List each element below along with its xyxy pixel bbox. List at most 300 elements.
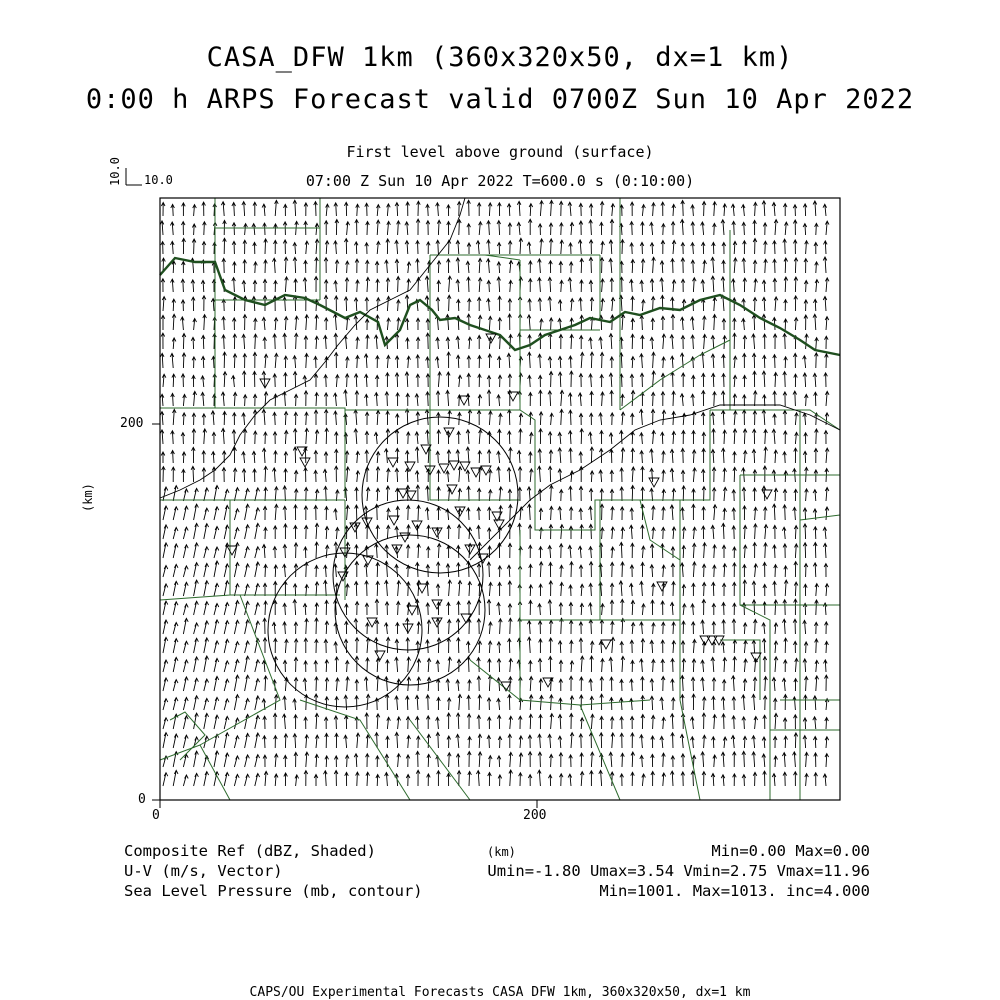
wind-vector: [590, 392, 594, 407]
wind-vector: [560, 618, 564, 634]
wind-vector: [580, 259, 584, 274]
y-axis-label: (km): [81, 483, 95, 512]
wind-vector: [447, 352, 451, 368]
wind-vector: [639, 409, 643, 425]
reference-vector-icon: [126, 168, 142, 185]
wind-vector: [498, 203, 502, 216]
wind-vector: [722, 523, 726, 539]
wind-vector: [283, 297, 287, 311]
wind-vector: [182, 203, 186, 216]
wind-vector: [245, 774, 250, 786]
wind-vector: [661, 241, 665, 255]
wind-vector: [284, 524, 288, 539]
wind-vector: [752, 315, 756, 330]
wind-vector: [467, 601, 471, 615]
wind-vector: [223, 372, 227, 387]
wind-vector: [467, 243, 471, 254]
wind-vector: [487, 390, 491, 406]
wind-vector: [671, 679, 675, 691]
wind-vector: [497, 642, 501, 653]
station-triangle-icon: [657, 582, 667, 591]
wind-vector: [731, 279, 735, 292]
wind-vector: [722, 355, 726, 369]
wind-vector: [559, 603, 563, 615]
wind-vector: [681, 448, 685, 463]
wind-vector: [733, 640, 737, 653]
wind-vector: [182, 353, 186, 368]
wind-vector: [610, 600, 614, 615]
wind-vector: [354, 754, 358, 767]
wind-vector: [692, 450, 696, 463]
wind-vector: [631, 543, 635, 558]
wind-vector: [385, 392, 389, 406]
wind-vector: [570, 471, 574, 482]
wind-vector: [701, 242, 705, 254]
wind-vector: [589, 374, 593, 387]
time-label: 07:00 Z Sun 10 Apr 2022 T=600.0 s (0:10:00): [305, 172, 695, 190]
wind-vector: [305, 412, 309, 425]
wind-vector: [681, 279, 685, 292]
wind-vector: [334, 411, 338, 425]
wind-vector: [661, 316, 665, 330]
wind-vector: [395, 696, 399, 710]
wind-vector: [427, 242, 431, 254]
wind-vector: [416, 412, 420, 425]
wind-vector: [589, 338, 593, 349]
wind-vector: [295, 316, 299, 330]
wind-vector: [387, 717, 391, 729]
wind-vector: [457, 563, 461, 577]
wind-vector: [446, 315, 450, 330]
wind-vector: [508, 695, 512, 710]
wind-vector: [558, 641, 562, 653]
y-tick-0: 0: [138, 792, 146, 807]
wind-vector: [600, 258, 604, 273]
wind-vector: [416, 770, 420, 786]
wind-vector: [652, 203, 656, 216]
wind-vector: [478, 734, 482, 748]
wind-vector: [650, 565, 654, 577]
wind-vector: [224, 773, 229, 787]
wind-vector: [395, 527, 399, 540]
wind-vector: [744, 545, 748, 558]
wind-vector: [589, 679, 593, 691]
wind-vector: [589, 220, 593, 235]
wind-vector: [773, 391, 777, 406]
wind-vector: [274, 281, 278, 292]
wind-vector: [325, 507, 329, 521]
wind-vector: [436, 562, 440, 577]
wind-vector: [447, 259, 451, 273]
wind-vector: [489, 622, 493, 634]
wind-vector: [233, 413, 237, 425]
wind-vector: [539, 390, 543, 406]
wind-vector: [691, 622, 695, 634]
wind-vector: [713, 715, 717, 729]
wind-vector: [211, 411, 215, 425]
wind-vector: [640, 354, 644, 368]
wind-vector: [283, 506, 287, 520]
wind-vector: [509, 716, 513, 729]
wind-vector: [447, 546, 451, 559]
wind-vector: [376, 714, 380, 729]
wind-vector: [456, 355, 460, 368]
wind-vector: [519, 547, 523, 558]
wind-vector: [387, 469, 391, 483]
wind-vector: [539, 547, 543, 558]
wind-vector: [742, 319, 746, 331]
wind-vector: [488, 203, 492, 216]
wind-vector: [477, 658, 481, 672]
wind-vector: [366, 694, 370, 710]
wind-vector: [580, 280, 584, 292]
wind-vector: [255, 660, 260, 672]
wind-vector: [538, 734, 542, 748]
wind-vector: [183, 641, 188, 653]
wind-vector: [385, 677, 389, 691]
wind-vector: [743, 429, 747, 444]
wind-vector: [354, 298, 358, 311]
wind-vector: [224, 543, 229, 558]
wind-vector: [426, 716, 430, 729]
wind-vector: [346, 505, 350, 520]
wind-vector: [693, 278, 697, 292]
wind-vector: [610, 489, 614, 501]
wind-vector: [631, 600, 635, 615]
wind-vector: [652, 257, 656, 273]
wind-vector: [723, 508, 727, 520]
wind-vector: [344, 735, 348, 748]
wind-vector: [527, 487, 531, 501]
wind-vector: [651, 754, 655, 767]
wind-vector: [294, 394, 298, 406]
wind-vector: [355, 602, 359, 615]
wind-vector: [467, 695, 471, 710]
wind-vector: [171, 241, 175, 254]
wind-vector: [721, 448, 725, 463]
wind-vector: [315, 490, 319, 502]
wind-vector: [376, 279, 380, 292]
wind-vector: [600, 677, 604, 691]
wind-vector: [782, 619, 786, 634]
wind-vector: [387, 318, 391, 330]
wind-vector: [448, 657, 452, 672]
wind-vector: [416, 717, 420, 730]
wind-vector: [528, 504, 532, 520]
wind-vector: [467, 714, 471, 729]
wind-vector: [529, 452, 533, 463]
wind-vector: [242, 334, 246, 349]
wind-vector: [711, 257, 715, 273]
wind-vector: [662, 753, 666, 767]
wind-vector: [255, 488, 260, 501]
wind-vector: [203, 222, 207, 235]
wind-vector: [356, 204, 360, 216]
wind-vector: [519, 429, 523, 444]
legend-reflectivity: Composite Ref (dBZ, Shaded): [124, 842, 376, 860]
wind-vector: [783, 452, 787, 463]
wind-vector: [723, 658, 727, 672]
wind-vector: [295, 489, 299, 501]
wind-vector: [499, 413, 503, 425]
wind-vector: [672, 431, 676, 444]
wind-vector: [293, 257, 297, 273]
wind-vector: [589, 547, 593, 558]
wind-vector: [355, 638, 359, 653]
wind-vector: [804, 564, 808, 577]
wind-vector: [160, 430, 164, 444]
wind-vector: [263, 755, 267, 767]
wind-vector: [355, 391, 359, 406]
wind-vector: [304, 468, 308, 482]
wind-vector: [253, 394, 257, 406]
wind-vector: [795, 544, 799, 558]
wind-vector: [395, 334, 399, 349]
wind-vector: [620, 487, 624, 501]
wind-vector: [366, 772, 370, 786]
wind-vector: [478, 752, 482, 767]
wind-vector: [631, 448, 635, 463]
wind-vector: [721, 220, 725, 235]
wind-vector: [245, 504, 250, 520]
wind-vector: [293, 429, 297, 444]
wind-vector: [333, 393, 337, 406]
wind-vector: [201, 376, 205, 387]
wind-vector: [163, 660, 168, 672]
wind-vector: [517, 201, 521, 216]
wind-vector: [204, 488, 209, 501]
wind-vector: [264, 432, 268, 444]
wind-vector: [539, 584, 543, 596]
wind-vector: [447, 638, 451, 653]
wind-vector: [303, 278, 307, 292]
station-triangle-icon: [762, 490, 772, 499]
wind-vector: [182, 452, 186, 463]
wind-vector: [315, 258, 319, 274]
wind-vector: [721, 411, 725, 426]
wind-vector: [437, 487, 441, 501]
wind-vector: [721, 775, 725, 786]
wind-vector: [641, 525, 645, 539]
wind-vector: [762, 371, 766, 387]
wind-vector: [722, 714, 726, 729]
wind-vector: [245, 620, 250, 634]
wind-vector: [335, 432, 339, 444]
wind-vector: [733, 394, 737, 406]
wind-vector: [304, 203, 308, 216]
wind-vector: [640, 451, 644, 463]
wind-vector: [560, 565, 564, 577]
wind-vector: [825, 336, 829, 349]
wind-vector: [446, 564, 450, 577]
wind-vector: [183, 716, 188, 729]
wind-vector: [805, 241, 809, 254]
wind-vector: [774, 220, 778, 235]
wind-vector: [285, 277, 289, 292]
wind-vector: [538, 449, 542, 463]
wind-vector: [528, 752, 532, 767]
wind-vector: [407, 505, 411, 520]
wind-vector: [549, 562, 553, 577]
wind-vector: [293, 356, 297, 368]
wind-vector: [579, 622, 583, 634]
wind-vector: [446, 471, 450, 482]
wind-vector: [733, 752, 737, 767]
wind-vector: [692, 694, 696, 710]
wind-vector: [284, 204, 288, 216]
wind-vector: [315, 639, 319, 653]
wind-vector: [293, 200, 297, 216]
wind-vector: [670, 771, 674, 786]
wind-vector: [680, 734, 684, 748]
wind-vector: [243, 315, 247, 330]
wind-vector: [804, 584, 808, 596]
wind-vector: [731, 204, 735, 216]
wind-vector: [815, 280, 819, 292]
wind-vector: [345, 755, 349, 767]
wind-vector: [631, 486, 635, 502]
wind-vector: [753, 543, 757, 558]
wind-vector: [642, 546, 646, 558]
wind-vector: [214, 697, 219, 710]
wind-vector: [284, 356, 288, 368]
station-triangle-icon: [449, 461, 459, 470]
wind-vector: [528, 352, 532, 368]
wind-vector: [346, 584, 350, 596]
wind-vector: [395, 259, 399, 273]
wind-vector: [252, 224, 256, 235]
wind-vector: [395, 639, 399, 653]
wind-vector: [662, 507, 666, 520]
wind-vector: [366, 735, 370, 748]
wind-vector: [539, 715, 543, 729]
wind-vector: [487, 240, 491, 254]
wind-vector: [376, 775, 380, 787]
wind-vector: [262, 317, 266, 330]
wind-vector: [600, 431, 604, 444]
wind-vector: [703, 735, 707, 748]
wind-vector: [425, 276, 429, 292]
wind-vector: [160, 412, 164, 425]
wind-vector: [559, 262, 563, 274]
wind-vector: [529, 677, 533, 692]
wind-vector: [274, 240, 278, 254]
wind-vector: [253, 242, 257, 254]
wind-vector: [672, 698, 676, 710]
wind-vector: [170, 222, 174, 235]
wind-vector: [773, 737, 777, 749]
wind-vector: [640, 242, 644, 254]
wind-vector: [231, 376, 235, 387]
wind-vector: [211, 452, 215, 463]
wind-vector: [721, 752, 725, 767]
wind-vector: [814, 243, 818, 255]
wind-vector: [304, 661, 308, 672]
wind-vector: [255, 755, 260, 767]
wind-vector: [722, 319, 726, 330]
wind-vector: [762, 314, 766, 330]
wind-vector: [274, 224, 278, 235]
wind-vector: [713, 202, 717, 216]
wind-vector: [243, 260, 247, 273]
wind-vector: [641, 696, 645, 710]
wind-vector: [591, 752, 595, 767]
wind-vector: [436, 717, 440, 729]
wind-vector: [417, 736, 421, 748]
wind-vector: [620, 717, 624, 729]
wind-vector: [466, 642, 470, 654]
wind-vector: [487, 698, 491, 710]
wind-vector: [652, 659, 656, 672]
wind-vector: [354, 582, 358, 597]
wind-vector: [171, 204, 175, 216]
wind-vector: [345, 451, 349, 463]
wind-vector: [670, 356, 674, 368]
wind-vector: [417, 622, 421, 634]
wind-vector: [254, 318, 258, 330]
wind-vector: [713, 755, 717, 767]
wind-vector: [589, 506, 593, 520]
wind-vector: [825, 622, 829, 634]
wind-vector: [478, 695, 482, 710]
wind-vector: [733, 467, 737, 482]
wind-vector: [691, 222, 695, 235]
wind-vector: [753, 470, 757, 482]
wind-vector: [173, 564, 178, 577]
wind-vector: [550, 506, 554, 520]
wind-vector: [181, 300, 185, 311]
station-triangle-icon: [649, 478, 659, 487]
wind-vector: [477, 508, 481, 521]
wind-vector: [691, 771, 695, 786]
wind-vector: [324, 717, 328, 729]
wind-vector: [477, 619, 481, 634]
wind-vector: [293, 699, 297, 710]
wind-vector: [365, 412, 369, 425]
wind-vector: [437, 413, 441, 425]
wind-vector: [804, 315, 808, 330]
wind-vector: [527, 242, 531, 254]
wind-vector: [763, 334, 767, 349]
wind-vector: [477, 715, 481, 729]
wind-vector: [681, 754, 685, 767]
wind-vector: [794, 562, 798, 577]
wind-vector: [569, 755, 573, 767]
wind-vector: [275, 200, 279, 216]
wind-vector: [385, 561, 389, 577]
wind-vector: [324, 336, 328, 350]
wind-vector: [815, 584, 819, 596]
wind-vector: [691, 677, 695, 691]
wind-vector: [224, 489, 229, 501]
wind-vector: [712, 429, 716, 444]
wind-vector: [805, 394, 809, 406]
wind-vector: [611, 547, 615, 558]
wind-vector: [579, 374, 583, 387]
wind-vector: [600, 375, 604, 387]
wind-vector: [324, 258, 328, 273]
wind-vector: [671, 659, 675, 672]
wind-vector: [721, 642, 725, 653]
wind-vector: [254, 262, 258, 273]
wind-vector: [753, 488, 757, 501]
wind-vector: [163, 487, 168, 501]
wind-vector: [366, 623, 370, 634]
wind-vector: [713, 223, 717, 235]
wind-vector: [630, 565, 634, 577]
wind-vector: [632, 467, 636, 482]
wind-vector: [621, 562, 625, 577]
